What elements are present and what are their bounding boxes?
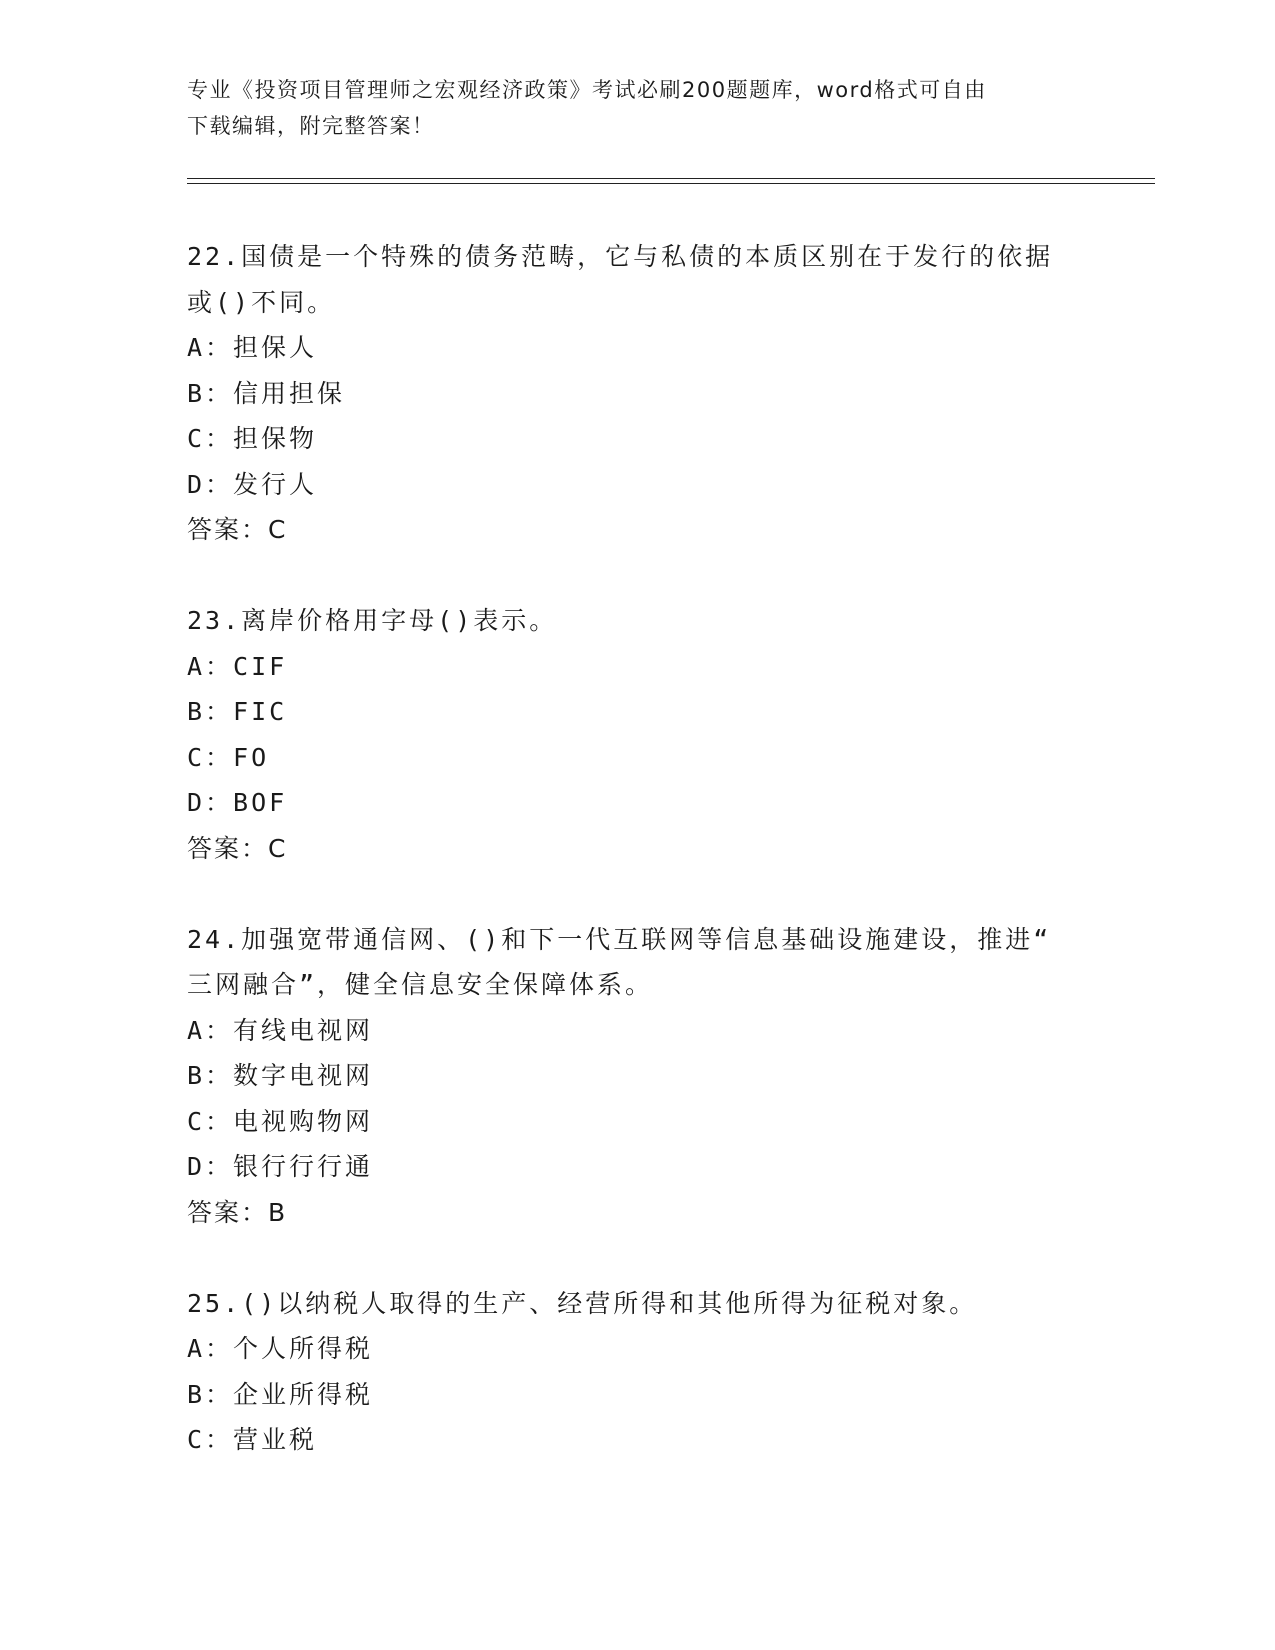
header-divider-top: [187, 178, 1155, 179]
question-text-line-2: 三网融合”，健全信息安全保障体系。: [187, 970, 654, 999]
option-b: B：信用担保: [187, 378, 346, 408]
option-d: D：BOF: [187, 788, 288, 817]
answer: 答案：C: [187, 515, 288, 544]
option-a: A：CIF: [187, 651, 288, 681]
header-line-1: 专业《投资项目管理师之宏观经济政策》考试必刷200题题库，word格式可自由: [187, 78, 987, 102]
option-a: A：个人所得税: [187, 1334, 374, 1363]
option-b: B：数字电视网: [187, 1061, 374, 1090]
answer: 答案：B: [187, 1197, 288, 1227]
header-divider-bottom: [187, 183, 1155, 184]
option-a: A：担保人: [187, 333, 318, 362]
question-24: [187, 917, 1087, 1236]
option-c: C：担保物: [187, 424, 318, 453]
option-d: D：银行行行通: [187, 1152, 374, 1181]
question-list: [187, 234, 1087, 1508]
question-25: [187, 1281, 1087, 1463]
question-text-line-1: 24.加强宽带通信网、()和下一代互联网等信息基础设施建设，推进“: [187, 924, 1052, 954]
question-text-line-1: 25.()以纳税人取得的生产、经营所得和其他所得为征税对象。: [187, 1288, 978, 1318]
document-header: [187, 72, 1087, 144]
option-c: C：电视购物网: [187, 1106, 374, 1136]
option-d: D：发行人: [187, 469, 318, 499]
option-b: B：FIC: [187, 697, 288, 726]
option-c: C：FO: [187, 742, 270, 772]
answer: 答案：C: [187, 833, 288, 863]
question-22: [187, 234, 1087, 553]
option-b: B：企业所得税: [187, 1379, 374, 1409]
option-a: A：有线电视网: [187, 1015, 374, 1045]
header-line-2: 下载编辑，附完整答案！: [187, 114, 435, 138]
option-c: C：营业税: [187, 1425, 318, 1454]
question-text-line-1: 23.离岸价格用字母()表示。: [187, 606, 558, 635]
question-text-line-1: 22.国债是一个特殊的债务范畴，它与私债的本质区别在于发行的依据: [187, 242, 1054, 271]
question-text-line-2: 或()不同。: [187, 287, 336, 317]
question-23: [187, 598, 1087, 871]
